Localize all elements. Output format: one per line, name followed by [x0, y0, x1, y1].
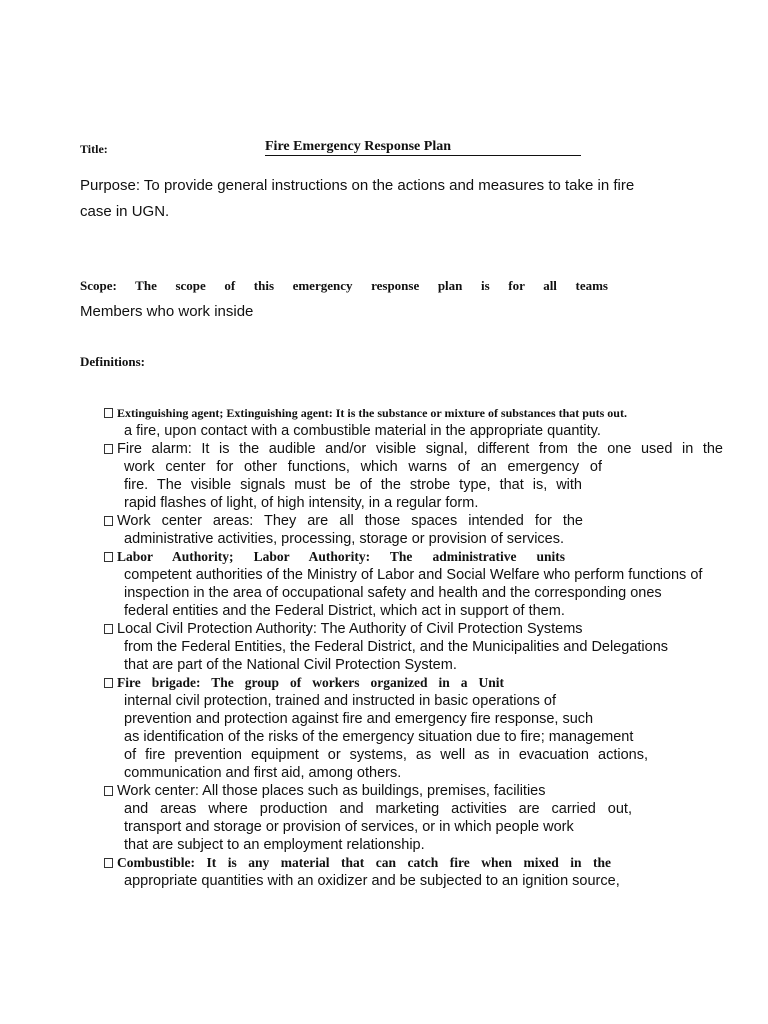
bullet-icon — [104, 444, 113, 454]
definition-continuation: internal civil protection, trained and instructed in basic operations of — [124, 693, 557, 709]
definition-text: Work center: All those places such as buildings, premises, facilities — [117, 783, 546, 799]
definitions-list — [104, 404, 724, 890]
definition-continuation: rapid flashes of light, of high intensity, in a regular form. — [124, 495, 479, 511]
definition-text: Combustible: It is any material that can catch fire when mixed in the — [117, 855, 611, 870]
definition-text: Local Civil Protection Authority: The Authority of Civil Protection Systems — [117, 621, 583, 637]
definition-continuation: communication and first aid, among others. — [124, 765, 402, 781]
bullet-icon — [104, 516, 113, 526]
definition-continuation: prevention and protection against fire and emergency fire response, such — [124, 711, 594, 727]
definition-text: Extinguishing agent; Extinguishing agent: It is the substance or mixture of substances that puts out. — [117, 406, 627, 420]
bullet-icon — [104, 408, 113, 418]
definition-item — [104, 404, 724, 422]
scope-line-2: Members who work inside — [80, 303, 254, 320]
definition-continuation: transport and storage or provision of services, or in which people work — [124, 819, 574, 835]
definition-item — [104, 620, 724, 638]
definition-continuation: competent authorities of the Ministry of Labor and Social Welfare who perform functions of — [124, 567, 703, 583]
definition-continuation: from the Federal Entities, the Federal District, and the Municipalities and Delegations — [124, 639, 669, 655]
document-title: Fire Emergency Response Plan — [265, 139, 581, 156]
definition-text: Fire brigade: The group of workers organized in a Unit — [117, 675, 504, 690]
bullet-icon — [104, 678, 113, 688]
purpose-paragraph: Purpose: To provide general instructions on the actions and measures to take in fire case in UGN. — [80, 177, 635, 220]
definition-text: Labor Authority; Labor Authority: The administrative units — [117, 549, 565, 564]
definition-continuation: inspection in the area of occupational safety and health and the corresponding ones — [124, 585, 662, 601]
definition-continuation: of fire prevention equipment or systems, as well as in evacuation actions, — [124, 747, 648, 763]
title-label: Title: — [80, 142, 108, 156]
definition-continuation: administrative activities, processing, storage or provision of services. — [124, 531, 565, 547]
definition-continuation: and areas where production and marketing activities are carried out, — [124, 801, 632, 817]
definition-item — [104, 512, 584, 530]
definition-continuation: that are part of the National Civil Protection System. — [124, 657, 457, 673]
definition-item — [104, 854, 612, 872]
definition-continuation: a fire, upon contact with a combustible material in the appropriate quantity. — [124, 423, 601, 439]
bullet-icon — [104, 858, 113, 868]
definition-continuation: federal entities and the Federal District, which act in support of them. — [124, 603, 565, 619]
bullet-icon — [104, 786, 113, 796]
definition-continuation: that are subject to an employment relationship. — [124, 837, 425, 853]
definition-item — [104, 440, 724, 458]
scope-line-1: Scope: The scope of this emergency response plan is for all teams — [80, 278, 608, 293]
definition-item — [104, 674, 505, 692]
definitions-heading: Definitions: — [80, 354, 145, 369]
bullet-icon — [104, 624, 113, 634]
definition-text: Work center areas: They are all those spaces intended for the — [117, 513, 583, 529]
definition-continuation: appropriate quantities with an oxidizer and be subjected to an ignition source, — [124, 873, 620, 889]
bullet-icon — [104, 552, 113, 562]
definition-item — [104, 782, 724, 800]
definition-text: Fire alarm: It is the audible and/or visible signal, different from the one used in the — [117, 441, 723, 457]
definition-continuation: fire. The visible signals must be of the strobe type, that is, with — [124, 477, 582, 493]
definition-continuation: as identification of the risks of the emergency situation due to fire; management — [124, 729, 634, 745]
definition-item — [104, 548, 566, 566]
definition-continuation: work center for other functions, which warns of an emergency of — [124, 459, 602, 475]
